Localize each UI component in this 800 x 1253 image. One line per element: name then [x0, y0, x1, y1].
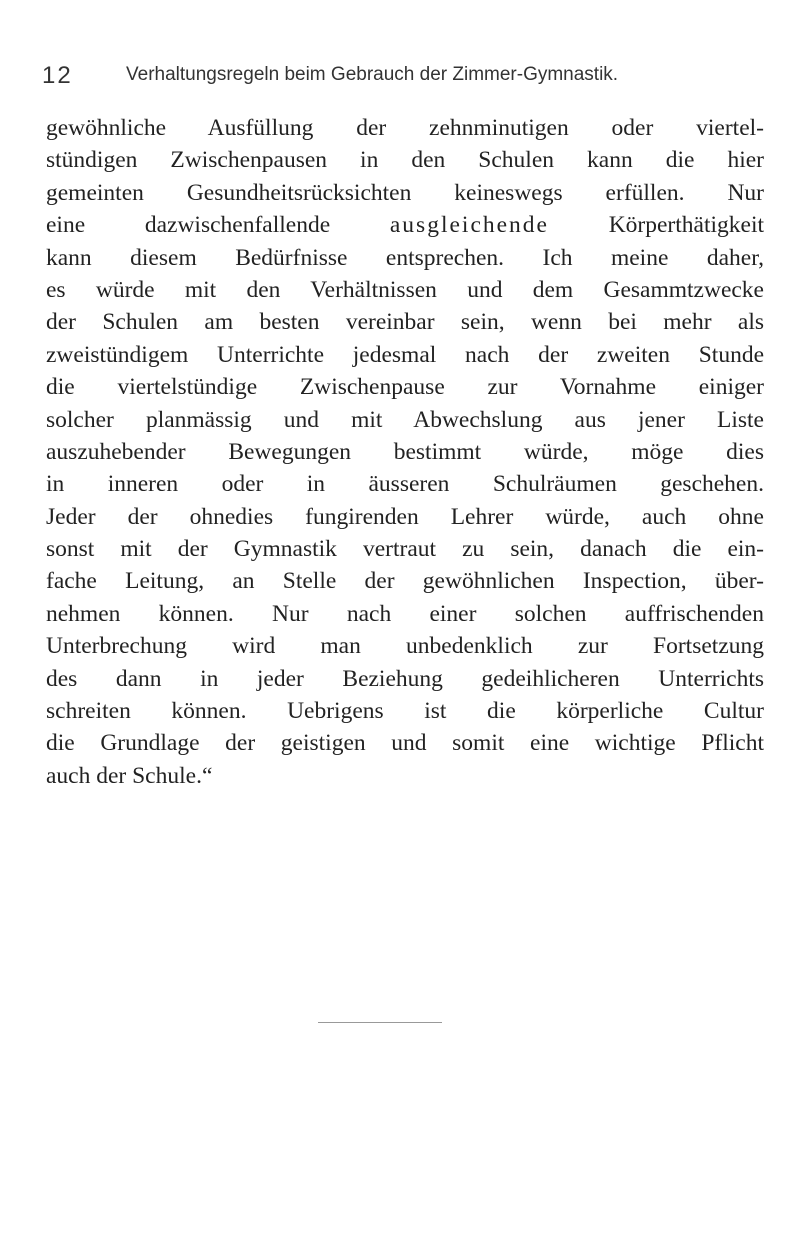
text-fragment: eine dazwischenfallende — [46, 212, 331, 239]
text-line: es würde mit den Verhältnissen und dem Gesammtzwecke — [46, 276, 764, 303]
text-line: gemeinten Gesundheitsrücksichten keineswegs erfüllen. Nur — [46, 179, 764, 206]
text-line: fache Leitung, an Stelle der gewöhnlichen Inspection, über- — [46, 568, 764, 595]
text-line-with-emphasis — [46, 209, 764, 241]
text-line: auch der Schule.“ — [46, 762, 213, 789]
body-text — [46, 112, 764, 792]
text-line: sonst mit der Gymnastik vertraut zu sein, danach die ein- — [46, 536, 764, 563]
text-line: der Schulen am besten vereinbar sein, wenn bei mehr als — [46, 309, 764, 336]
text-line: solcher planmässig und mit Abwechslung aus jener Liste — [46, 406, 764, 433]
running-head — [42, 62, 720, 92]
text-line: kann diesem Bedürfnisse entsprechen. Ich meine daher, — [46, 244, 764, 271]
text-line: zweistündigem Unterrichte jedesmal nach der zweiten Stunde — [46, 341, 764, 368]
text-line: die viertelstündige Zwischenpause zur Vornahme einiger — [46, 374, 764, 401]
page-number: 12 — [42, 62, 73, 89]
text-line: des dann in jeder Beziehung gedeihlicheren Unterrichts — [46, 665, 764, 692]
text-line: gewöhnliche Ausfüllung der zehnminutigen oder viertel- — [46, 115, 764, 141]
text-line: Unterbrechung wird man unbedenklich zur Fortsetzung — [46, 633, 764, 660]
running-title: Verhaltungsregeln beim Gebrauch der Zimmer-Gymnastik. — [126, 64, 619, 85]
text-line: stündigen Zwischenpausen in den Schulen kann die hier — [46, 147, 764, 174]
end-rule — [318, 1022, 442, 1023]
text-line: Jeder der ohnedies fungirenden Lehrer würde, auch ohne — [46, 503, 764, 530]
text-line: schreiten können. Uebrigens ist die körperliche Cultur — [46, 698, 764, 725]
text-fragment: Körperthätigkeit — [608, 212, 765, 239]
text-line: in inneren oder in äusseren Schulräumen geschehen. — [46, 471, 764, 498]
text-line: die Grundlage der geistigen und somit eine wichtige Pflicht — [46, 730, 764, 757]
text-line: nehmen können. Nur nach einer solchen auffrischenden — [46, 600, 764, 627]
emphasized-word: ausgleichende — [389, 212, 549, 239]
text-line: auszuhebender Bewegungen bestimmt würde, möge dies — [46, 438, 764, 465]
